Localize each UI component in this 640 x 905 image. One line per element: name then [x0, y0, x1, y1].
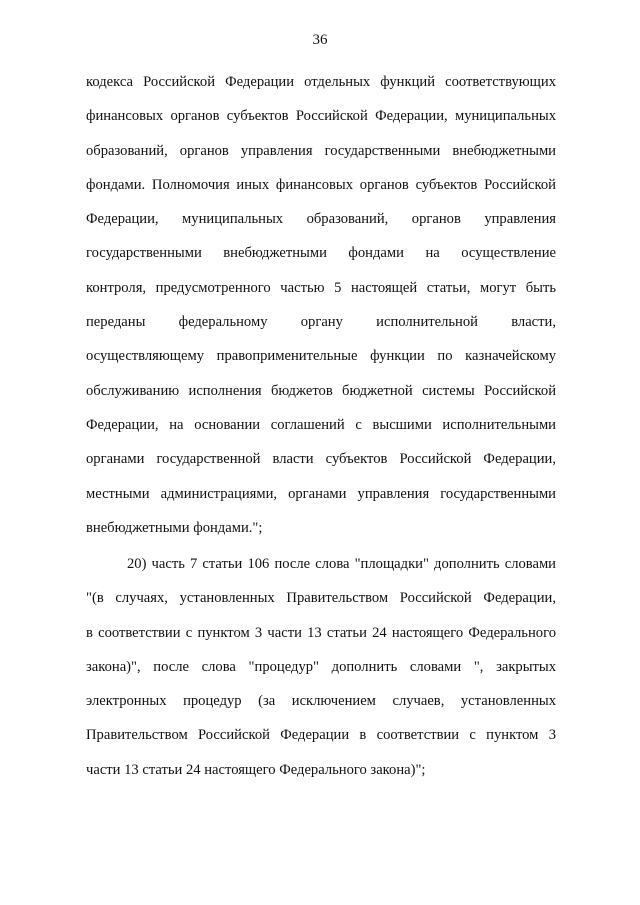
text-line: 20) часть 7 статьи 106 после слова "площадки" дополнить словами — [127, 556, 556, 572]
text-line: электронных процедур (за исключением случаев, установленных — [86, 693, 556, 710]
page-number: 36 — [312, 32, 328, 48]
text-line: органами государственной власти субъектов Российской Федерации, — [86, 451, 556, 468]
text-line: в соответствии с пунктом 3 части 13 статьи 24 настоящего Федерального — [86, 624, 556, 641]
text-line: контроля, предусмотренного частью 5 настоящей статьи, могут быть — [86, 279, 556, 296]
text-line: финансовых органов субъектов Российской Федерации, муниципальных — [86, 108, 556, 125]
text-line: переданы федеральному органу исполнительной власти, — [86, 314, 556, 331]
text-line: части 13 статьи 24 настоящего Федерального закона)"; — [86, 761, 426, 778]
text-line: Федерации, муниципальных образований, органов управления — [86, 211, 556, 228]
text-line: государственными внебюджетными фондами на осуществление — [86, 245, 556, 262]
text-line: местными администрациями, органами управления государственными — [86, 485, 556, 502]
paragraph-item-20 — [86, 547, 556, 787]
text-line: Правительством Российской Федерации в соответствии с пунктом 3 — [86, 727, 556, 744]
text-line: "(в случаях, установленных Правительством Российской Федерации, — [86, 590, 556, 607]
text-line: Федерации, на основании соглашений с высшими исполнительными — [86, 416, 556, 433]
paragraph-continuation — [86, 65, 556, 545]
text-line: обслуживанию исполнения бюджетов бюджетной системы Российской — [86, 382, 556, 399]
text-line: кодекса Российской Федерации отдельных функций соответствующих — [86, 74, 556, 90]
text-line: осуществляющему правоприменительные функции по казначейскому — [86, 348, 556, 365]
text-line: внебюджетными фондами."; — [86, 519, 263, 536]
text-line: фондами. Полномочия иных финансовых органов субъектов Российской — [86, 176, 556, 193]
text-line: закона)", после слова "процедур" дополнить словами ", закрытых — [86, 658, 556, 675]
text-line: образований, органов управления государственными внебюджетными — [86, 142, 556, 159]
